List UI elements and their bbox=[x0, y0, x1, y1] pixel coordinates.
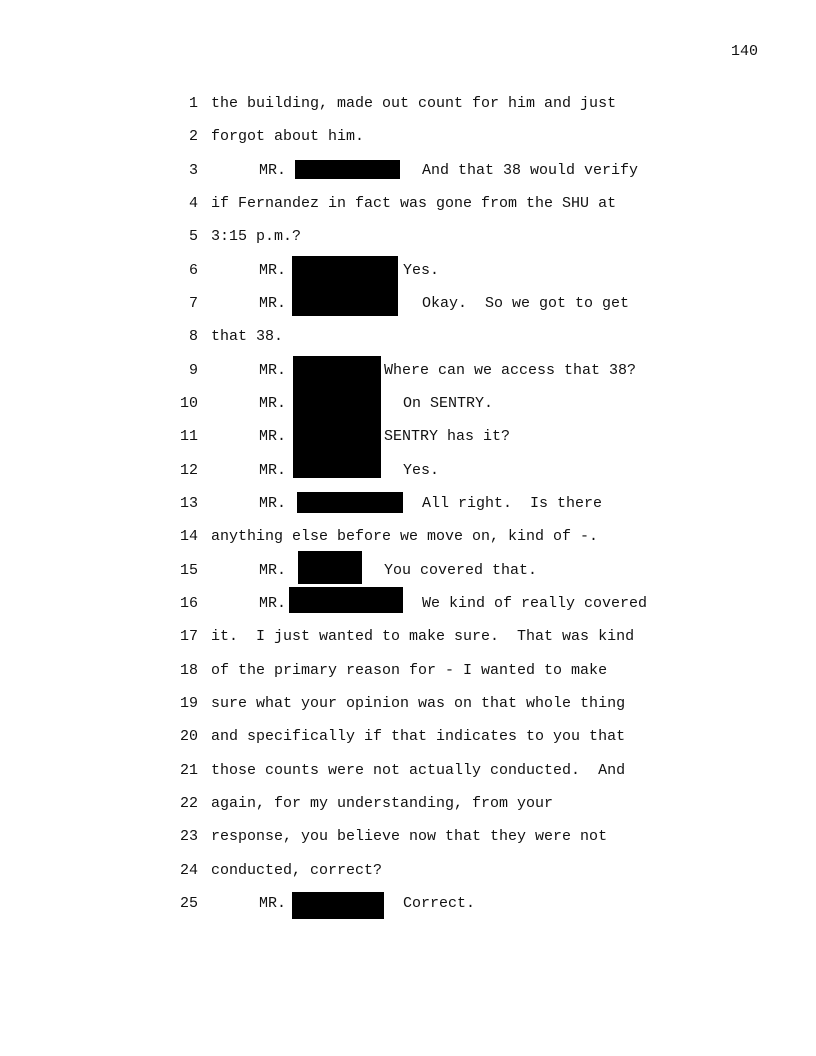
transcript-line bbox=[0, 861, 816, 881]
line-text: All right. Is there bbox=[422, 495, 603, 512]
line-text: again, for my understanding, from your bbox=[211, 795, 554, 812]
line-text: the building, made out count for him and just bbox=[211, 95, 617, 112]
line-number: 24 bbox=[179, 862, 198, 879]
redaction-bar bbox=[292, 256, 398, 316]
transcript-line bbox=[0, 427, 816, 447]
line-text: And that 38 would verify bbox=[422, 162, 639, 179]
line-number: 16 bbox=[179, 595, 198, 612]
line-text: those counts were not actually conducted. And bbox=[211, 762, 626, 779]
line-number: 17 bbox=[179, 628, 198, 645]
redaction-bar bbox=[295, 160, 400, 179]
line-number: 14 bbox=[179, 528, 198, 545]
transcript-line bbox=[0, 794, 816, 814]
line-text: forgot about him. bbox=[211, 128, 365, 145]
line-text: if Fernandez in fact was gone from the SHU at bbox=[211, 195, 617, 212]
transcript-line bbox=[0, 661, 816, 681]
transcript-line bbox=[0, 394, 816, 414]
speaker-prefix: MR. bbox=[259, 162, 287, 179]
transcript-line bbox=[0, 294, 816, 314]
line-number: 9 bbox=[188, 362, 198, 379]
redaction-bar bbox=[298, 551, 362, 584]
transcript-line bbox=[0, 161, 816, 181]
line-text: sure what your opinion was on that whole thing bbox=[211, 695, 626, 712]
line-number: 4 bbox=[188, 195, 198, 212]
line-number: 6 bbox=[188, 262, 198, 279]
line-text: Where can we access that 38? bbox=[384, 362, 637, 379]
transcript-line bbox=[0, 261, 816, 281]
line-number: 2 bbox=[188, 128, 198, 145]
speaker-prefix: MR. bbox=[259, 295, 287, 312]
redaction-bar bbox=[293, 356, 381, 478]
transcript-line bbox=[0, 227, 816, 247]
line-text: We kind of really covered bbox=[422, 595, 648, 612]
line-text: it. I just wanted to make sure. That was kind bbox=[211, 628, 635, 645]
line-number: 22 bbox=[179, 795, 198, 812]
line-number: 23 bbox=[179, 828, 198, 845]
line-number: 3 bbox=[188, 162, 198, 179]
line-number: 12 bbox=[179, 462, 198, 479]
line-number: 1 bbox=[188, 95, 198, 112]
line-text: Yes. bbox=[403, 462, 440, 479]
line-text: anything else before we move on, kind of -. bbox=[211, 528, 599, 545]
transcript-line bbox=[0, 894, 816, 914]
line-text: that 38. bbox=[211, 328, 284, 345]
line-number: 20 bbox=[179, 728, 198, 745]
speaker-prefix: MR. bbox=[259, 895, 287, 912]
speaker-prefix: MR. bbox=[259, 462, 287, 479]
speaker-prefix: MR. bbox=[259, 428, 287, 445]
line-number: 21 bbox=[179, 762, 198, 779]
line-number: 7 bbox=[188, 295, 198, 312]
line-text: Okay. So we got to get bbox=[422, 295, 630, 312]
transcript-line bbox=[0, 327, 816, 347]
speaker-prefix: MR. bbox=[259, 595, 287, 612]
line-text: Yes. bbox=[403, 262, 440, 279]
transcript-line bbox=[0, 761, 816, 781]
line-text: On SENTRY. bbox=[403, 395, 494, 412]
speaker-prefix: MR. bbox=[259, 495, 287, 512]
line-text: conducted, correct? bbox=[211, 862, 383, 879]
transcript-line bbox=[0, 727, 816, 747]
transcript-line bbox=[0, 361, 816, 381]
transcript-line bbox=[0, 527, 816, 547]
page-number: 140 bbox=[731, 43, 759, 60]
line-text: and specifically if that indicates to you that bbox=[211, 728, 626, 745]
speaker-prefix: MR. bbox=[259, 395, 287, 412]
speaker-prefix: MR. bbox=[259, 362, 287, 379]
line-number: 11 bbox=[179, 428, 198, 445]
line-number: 18 bbox=[179, 662, 198, 679]
redaction-bar bbox=[297, 492, 403, 513]
transcript-line bbox=[0, 561, 816, 581]
redaction-bar bbox=[289, 587, 403, 613]
line-number: 25 bbox=[179, 895, 198, 912]
redaction-bar bbox=[292, 892, 384, 919]
line-number: 19 bbox=[179, 695, 198, 712]
line-text: of the primary reason for - I wanted to make bbox=[211, 662, 608, 679]
transcript-line bbox=[0, 594, 816, 614]
line-text: SENTRY has it? bbox=[384, 428, 511, 445]
transcript-line bbox=[0, 194, 816, 214]
line-text: 3:15 p.m.? bbox=[211, 228, 302, 245]
line-text: You covered that. bbox=[384, 562, 538, 579]
speaker-prefix: MR. bbox=[259, 262, 287, 279]
speaker-prefix: MR. bbox=[259, 562, 287, 579]
transcript-line bbox=[0, 627, 816, 647]
transcript-line bbox=[0, 94, 816, 114]
transcript-line bbox=[0, 461, 816, 481]
line-text: Correct. bbox=[403, 895, 476, 912]
line-number: 15 bbox=[179, 562, 198, 579]
transcript-line bbox=[0, 827, 816, 847]
line-text: response, you believe now that they were not bbox=[211, 828, 608, 845]
line-number: 8 bbox=[188, 328, 198, 345]
transcript-line bbox=[0, 694, 816, 714]
line-number: 5 bbox=[188, 228, 198, 245]
transcript-line bbox=[0, 127, 816, 147]
line-number: 10 bbox=[179, 395, 198, 412]
line-number: 13 bbox=[179, 495, 198, 512]
transcript-line bbox=[0, 494, 816, 514]
